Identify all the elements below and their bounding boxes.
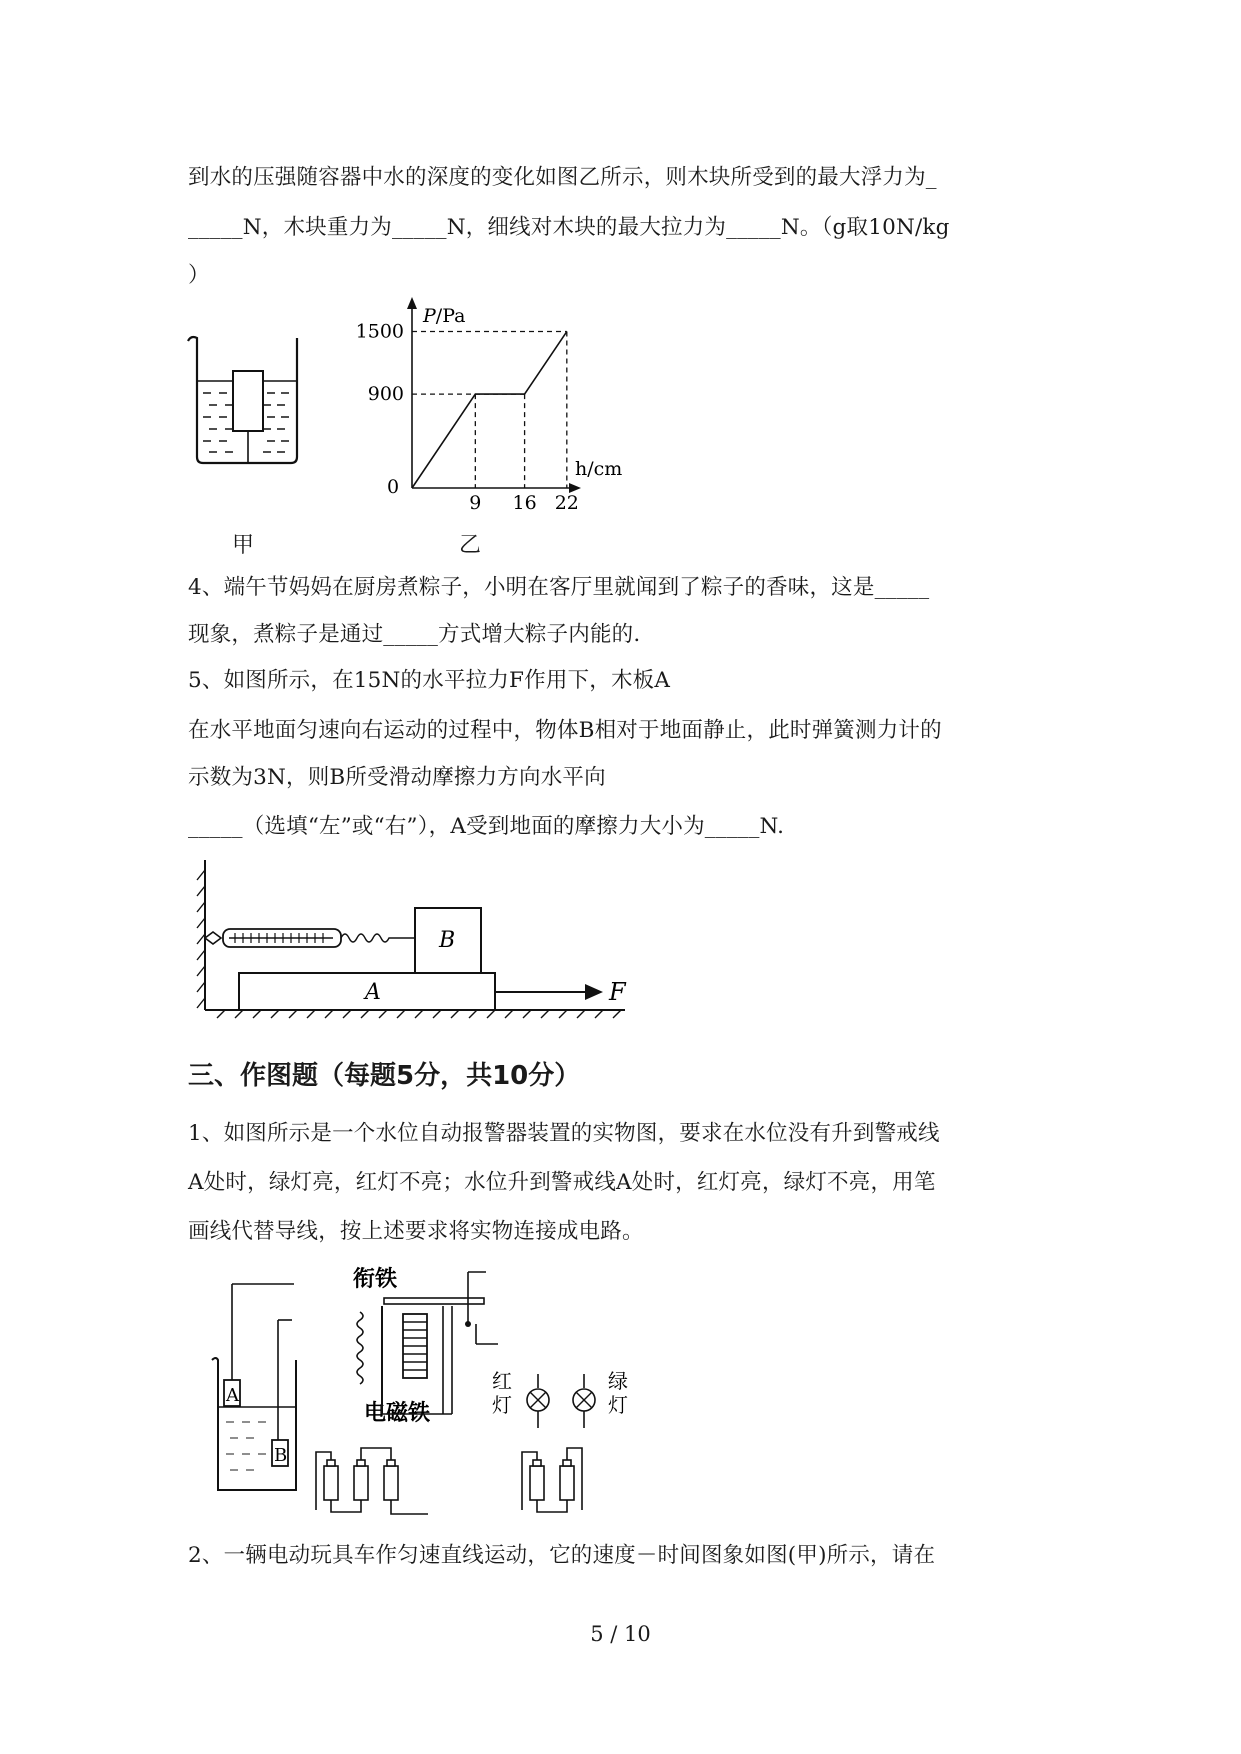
q3-text-line-2: _____N，木块重力为_____N，细线对木块的最大拉力为_____N。（g取10N/kg <box>188 215 950 240</box>
q4-text-line-1: 4、端午节妈妈在厨房煮粽子，小明在客厅里就闻到了粽子的香味，这是_____ <box>188 575 930 600</box>
figure-caption-jia: 甲 <box>232 533 255 558</box>
section-3-heading: 三、作图题（每题5分，共10分） <box>188 1061 581 1091</box>
battery-cell-3 <box>384 1466 398 1500</box>
armature-label: 衔铁 <box>353 1266 398 1292</box>
label-b: B <box>439 928 456 953</box>
water-alarm-figure <box>208 1262 648 1522</box>
figure-caption-yi: 乙 <box>459 533 482 558</box>
scale-spring <box>341 934 415 942</box>
y-tick-label-1500: 1500 <box>355 320 404 343</box>
battery-cell-5 <box>560 1466 574 1500</box>
beaker-figure-jia <box>185 335 315 470</box>
q4-text-line-2: 现象，煮粽子是通过_____方式增大粽子内能的. <box>188 622 641 647</box>
friction-figure <box>195 858 635 1018</box>
s1-text-line-1: 1、如图所示是一个水位自动报警器装置的实物图，要求在水位没有升到警戒线 <box>188 1121 940 1146</box>
s1-text-line-2: A处时，绿灯亮，红灯不亮；水位升到警戒线A处时，红灯亮，绿灯不亮，用笔 <box>188 1170 936 1195</box>
page-number: 5 / 10 <box>590 1622 651 1646</box>
s2-text-line-1: 2、一辆电动玩具车作匀速直线运动，它的速度－时间图象如图(甲)所示，请在 <box>188 1543 936 1568</box>
q5-text-line-3: 示数为3N，则B所受滑动摩擦力方向水平向 <box>188 765 606 790</box>
scale-hook <box>205 932 221 944</box>
red-lamp-label-1: 红 <box>492 1369 512 1393</box>
green-lamp-label-1: 绿 <box>608 1369 628 1393</box>
y-axis-arrow <box>407 297 417 309</box>
q3-text-line-3: ） <box>188 263 210 288</box>
svg-text:B: B <box>274 1445 288 1466</box>
electromagnet-label: 电磁铁 <box>364 1400 431 1426</box>
x-tick-label-9: 9 <box>469 492 482 514</box>
y-tick-label-900: 900 <box>367 383 404 406</box>
label-f: F <box>609 978 626 1006</box>
green-lamp-label-2: 灯 <box>608 1393 628 1417</box>
origin-label: 0 <box>387 476 400 498</box>
x-tick-label-16: 16 <box>512 492 537 514</box>
battery-cell-1 <box>324 1466 338 1500</box>
battery-cell-2 <box>354 1466 368 1500</box>
q5-text-line-2: 在水平地面匀速向右运动的过程中，物体B相对于地面静止，此时弹簧测力计的 <box>188 718 942 743</box>
red-lamp-label-2: 灯 <box>492 1393 512 1417</box>
x-tick-label-22: 22 <box>554 492 579 514</box>
x-axis-label: h/cm <box>575 458 623 480</box>
s1-text-line-3: 画线代替导线，按上述要求将实物连接成电路。 <box>188 1219 644 1244</box>
q5-text-line-1: 5、如图所示，在15N的水平拉力F作用下，木板A <box>188 668 671 693</box>
y-axis-label: P/Pa <box>423 305 466 327</box>
battery-cell-4 <box>530 1466 544 1500</box>
q5-text-line-4: _____（选填“左”或“右”），A受到地面的摩擦力大小为_____N. <box>188 814 785 839</box>
label-a: A <box>365 980 381 1005</box>
pressure-depth-chart <box>355 295 645 525</box>
svg-text:A: A <box>226 1385 239 1406</box>
q3-text-line-1: 到水的压强随容器中水的深度的变化如图乙所示，则木块所受到的最大浮力为_ <box>188 165 937 190</box>
pressure-curve <box>412 332 567 488</box>
